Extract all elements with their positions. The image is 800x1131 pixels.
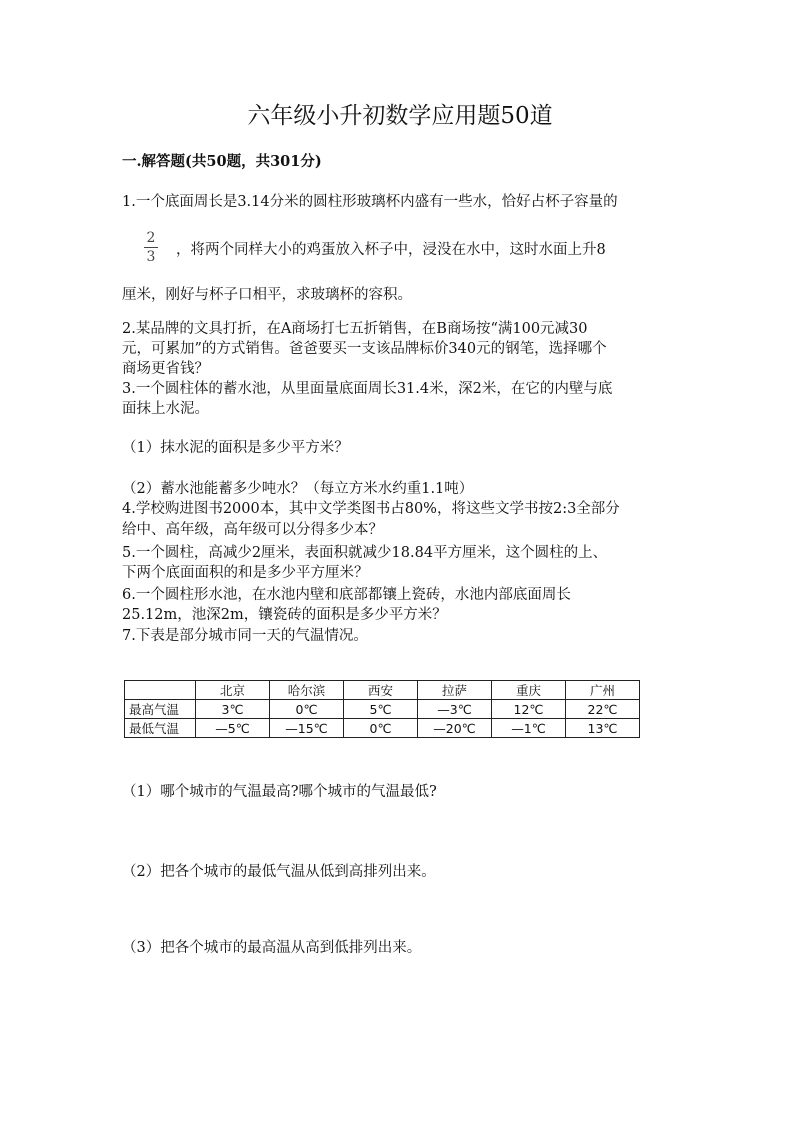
question-7-sub-1: （1）哪个城市的气温最高?哪个城市的气温最低? <box>122 784 437 800</box>
table-cell: 3℃ <box>196 700 270 719</box>
question-3-sub-1: （1）抹水泥的面积是多少平方米？ <box>122 440 349 456</box>
table-header-row <box>125 681 640 700</box>
question-1-line-2: ，将两个同样大小的鸡蛋放入杯子中，浸没在水中，这时水面上升8 <box>176 242 606 258</box>
section-heading: 一.解答题(共50题，共301分) <box>122 153 322 170</box>
question-6-line-1: 6.一个圆柱形水池，在水池内壁和底部都镶上瓷砖，水池内部底面周长 <box>122 587 571 603</box>
table-header-cell: 哈尔滨 <box>270 681 344 700</box>
fraction-numerator: 2 <box>146 230 156 246</box>
table-cell: —20℃ <box>418 719 492 738</box>
question-3-line-1: 3.一个圆柱体的蓄水池，从里面量底面周长31.4米，深2米，在它的内壁与底 <box>122 381 613 397</box>
question-3-line-2: 面抹上水泥。 <box>122 401 209 417</box>
table-cell: 0℃ <box>270 700 344 719</box>
fraction-denominator: 3 <box>146 249 156 265</box>
fraction-two-thirds <box>144 231 158 264</box>
question-7-sub-3: （3）把各个城市的最高温从高到低排列出来。 <box>122 940 422 956</box>
question-2-line-2: 元，可累加”的方式销售。爸爸要买一支该品牌标价340元的钢笔，选择哪个 <box>122 341 607 357</box>
fraction-bar <box>144 247 158 248</box>
table-row-label: 最高气温 <box>125 700 196 719</box>
table-row <box>125 719 640 738</box>
table-cell: —15℃ <box>270 719 344 738</box>
question-5-line-2: 下两个底面面积的和是多少平方厘米？ <box>122 565 369 581</box>
table-header-cell <box>125 681 196 700</box>
page-title: 六年级小升初数学应用题50道 <box>247 103 553 129</box>
table-header-cell: 拉萨 <box>418 681 492 700</box>
table-cell: 12℃ <box>492 700 566 719</box>
question-2-line-3: 商场更省钱？ <box>122 361 209 377</box>
table-cell: 13℃ <box>566 719 640 738</box>
table-row <box>125 700 640 719</box>
question-5-line-1: 5.一个圆柱，高减少2厘米，表面积就减少18.84平方厘米，这个圆柱的上、 <box>122 545 608 561</box>
table-cell: 0℃ <box>344 719 418 738</box>
table-row-label: 最低气温 <box>125 719 196 738</box>
question-1-line-3: 厘米，刚好与杯子口相平，求玻璃杯的容积。 <box>122 287 412 303</box>
question-7: 7.下表是部分城市同一天的气温情况。 <box>122 628 368 644</box>
table-cell: —5℃ <box>196 719 270 738</box>
table-cell: 22℃ <box>566 700 640 719</box>
question-6-line-2: 25.12m，池深2m，镶瓷砖的面积是多少平方米？ <box>122 607 447 623</box>
question-2-line-1: 2.某品牌的文具打折，在A商场打七五折销售，在B商场按“满100元减30 <box>122 321 588 337</box>
table-header-cell: 重庆 <box>492 681 566 700</box>
table-cell: —3℃ <box>418 700 492 719</box>
temperature-table <box>124 680 640 738</box>
table-header-cell: 西安 <box>344 681 418 700</box>
question-1-line-1: 1.一个底面周长是3.14分米的圆柱形玻璃杯内盛有一些水，恰好占杯子容量的 <box>122 194 618 210</box>
question-4-line-1: 4.学校购进图书2000本，其中文学类图书占80%，将这些文学书按2:3全部分 <box>122 501 620 517</box>
question-3-sub-2: （2）蓄水池能蓄多少吨水？（每立方米水约重1.1吨） <box>122 481 474 497</box>
table-header-cell: 北京 <box>196 681 270 700</box>
table-header-cell: 广州 <box>566 681 640 700</box>
table-cell: —1℃ <box>492 719 566 738</box>
question-7-sub-2: （2）把各个城市的最低气温从低到高排列出来。 <box>122 864 436 880</box>
table-cell: 5℃ <box>344 700 418 719</box>
question-4-line-2: 给中、高年级，高年级可以分得多少本？ <box>122 522 383 538</box>
